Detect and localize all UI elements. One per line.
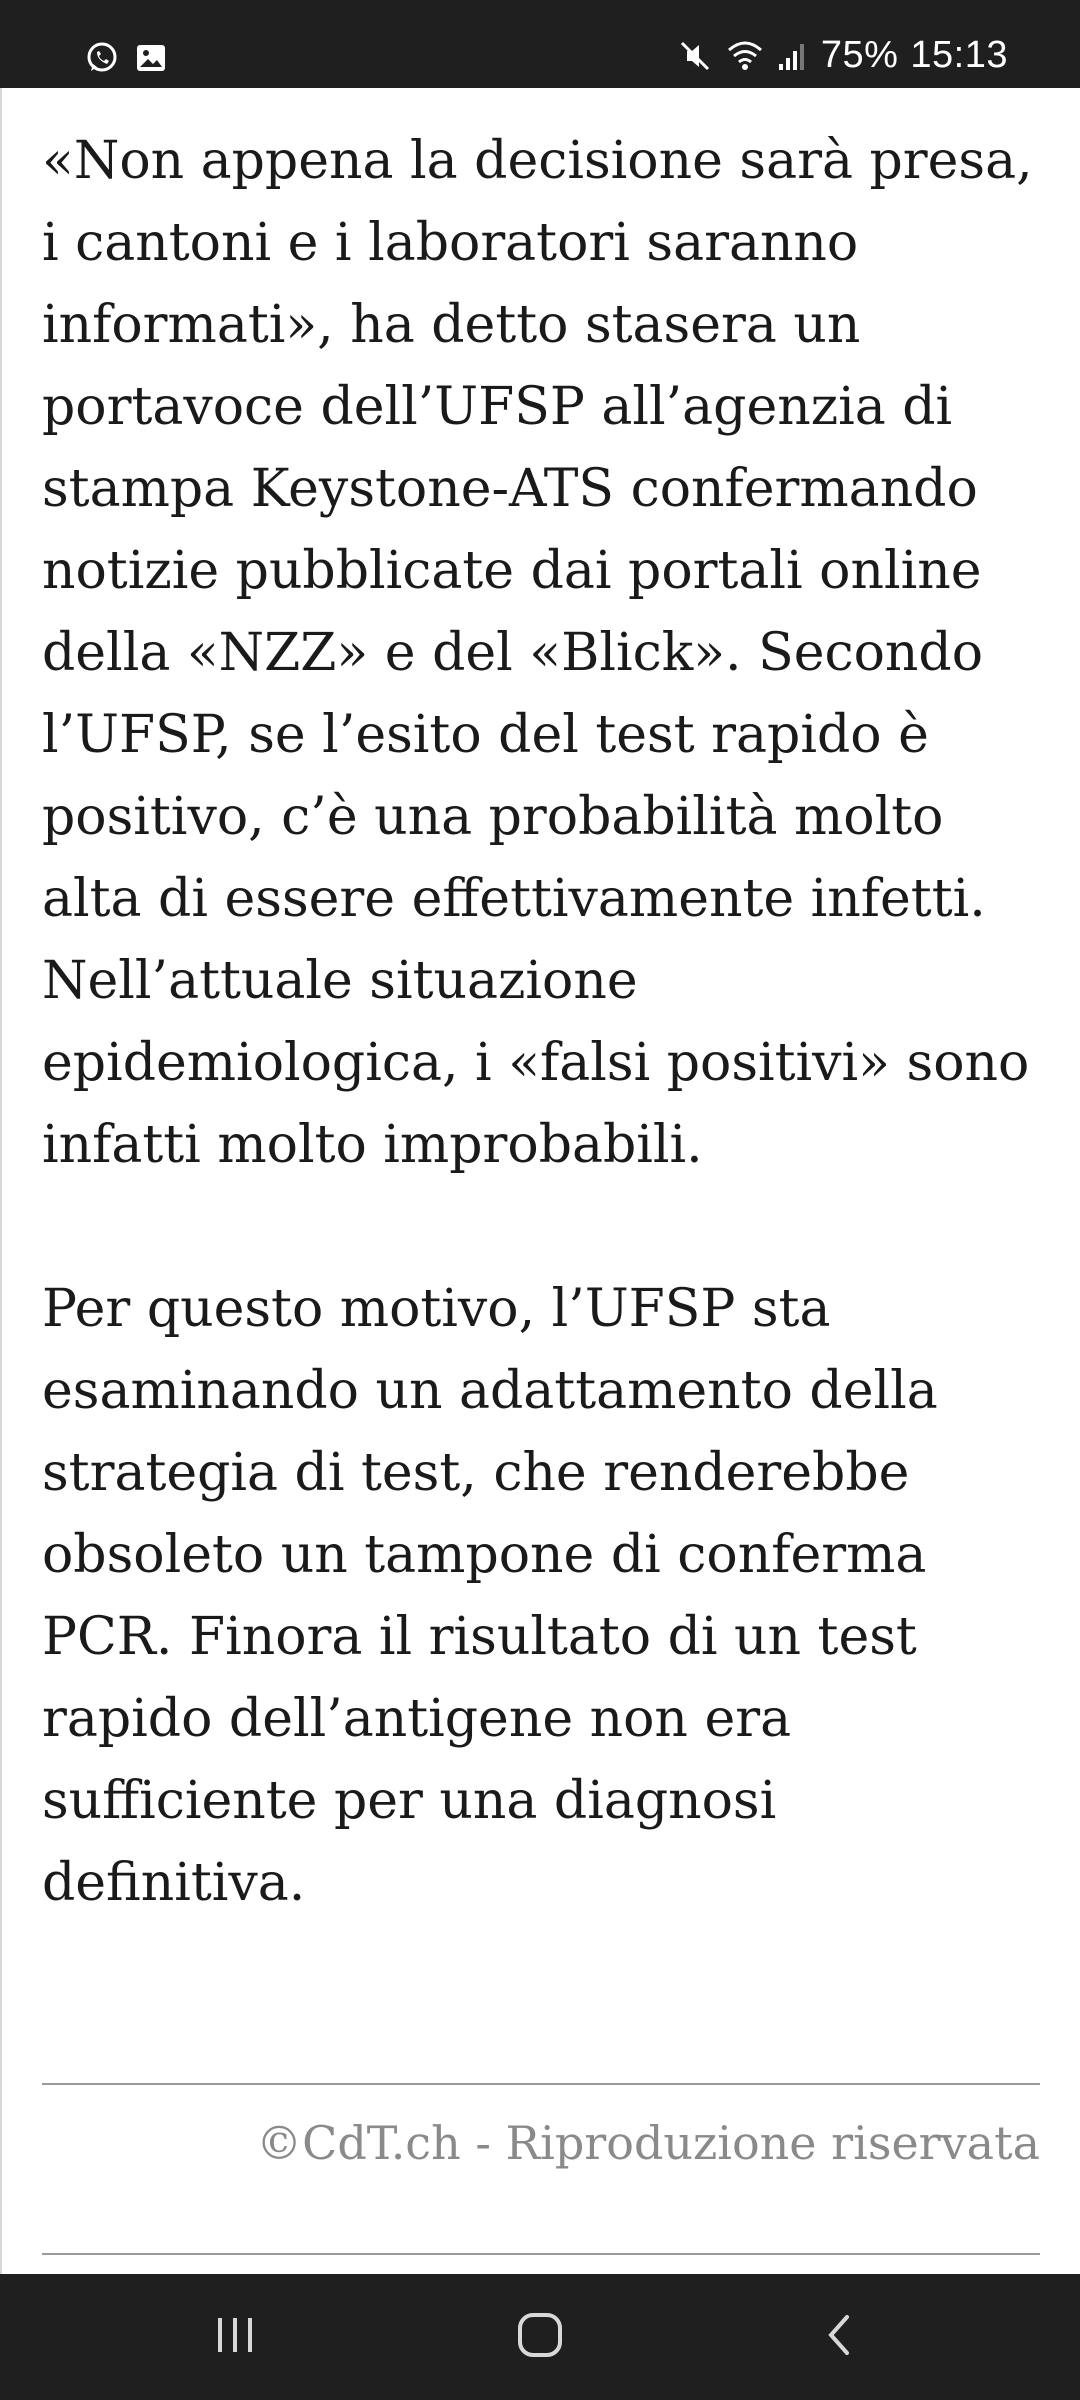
battery-text: 75% bbox=[820, 34, 899, 76]
mute-icon bbox=[677, 38, 713, 74]
gallery-icon bbox=[134, 41, 168, 75]
left-border bbox=[0, 88, 2, 2274]
article-paragraph: Per questo motivo, l’UFSP sta esaminando un adattamento della strategia di test, che renderebbe obsoleto un tampone di conferma PCR. Finora il risultato di un test rapido dell’antigene non era sufficiente per una diagnosi definitiva. bbox=[42, 1279, 938, 1913]
recents-button[interactable] bbox=[135, 2274, 335, 2400]
status-bar bbox=[0, 0, 1080, 88]
status-left bbox=[84, 40, 168, 76]
time-text: 15:13 bbox=[910, 34, 1008, 76]
back-button[interactable] bbox=[740, 2274, 940, 2400]
divider bbox=[42, 2253, 1040, 2255]
recents-icon bbox=[210, 2310, 260, 2365]
wifi-icon bbox=[725, 38, 765, 74]
copyright-notice: ©CdT.ch - Riproduzione riservata bbox=[256, 2116, 1040, 2170]
status-right bbox=[677, 34, 1008, 77]
divider bbox=[42, 2083, 1040, 2085]
article-body bbox=[42, 120, 1042, 1924]
home-icon bbox=[512, 2307, 568, 2368]
whatsapp-icon bbox=[84, 40, 120, 76]
signal-icon bbox=[777, 38, 809, 74]
article-paragraph: «Non appena la decisione sarà presa, i cantoni e i laboratori saranno informati», ha detto stasera un portavoce dell’UFSP all’agenzia di stampa Keystone-ATS confermando notizie pubblicate dai portali online della «NZZ» e del «Blick». Secondo l’UFSP, se l’esito del test rapido è positivo, c’è una probabilità molto alta di essere effettivamente infetti. Nell’attuale situazione epidemiologica, i «falsi positivi» sono infatti molto improbabili. bbox=[42, 131, 1033, 1175]
back-icon bbox=[815, 2310, 865, 2365]
navigation-bar bbox=[0, 2274, 1080, 2400]
home-button[interactable] bbox=[440, 2274, 640, 2400]
